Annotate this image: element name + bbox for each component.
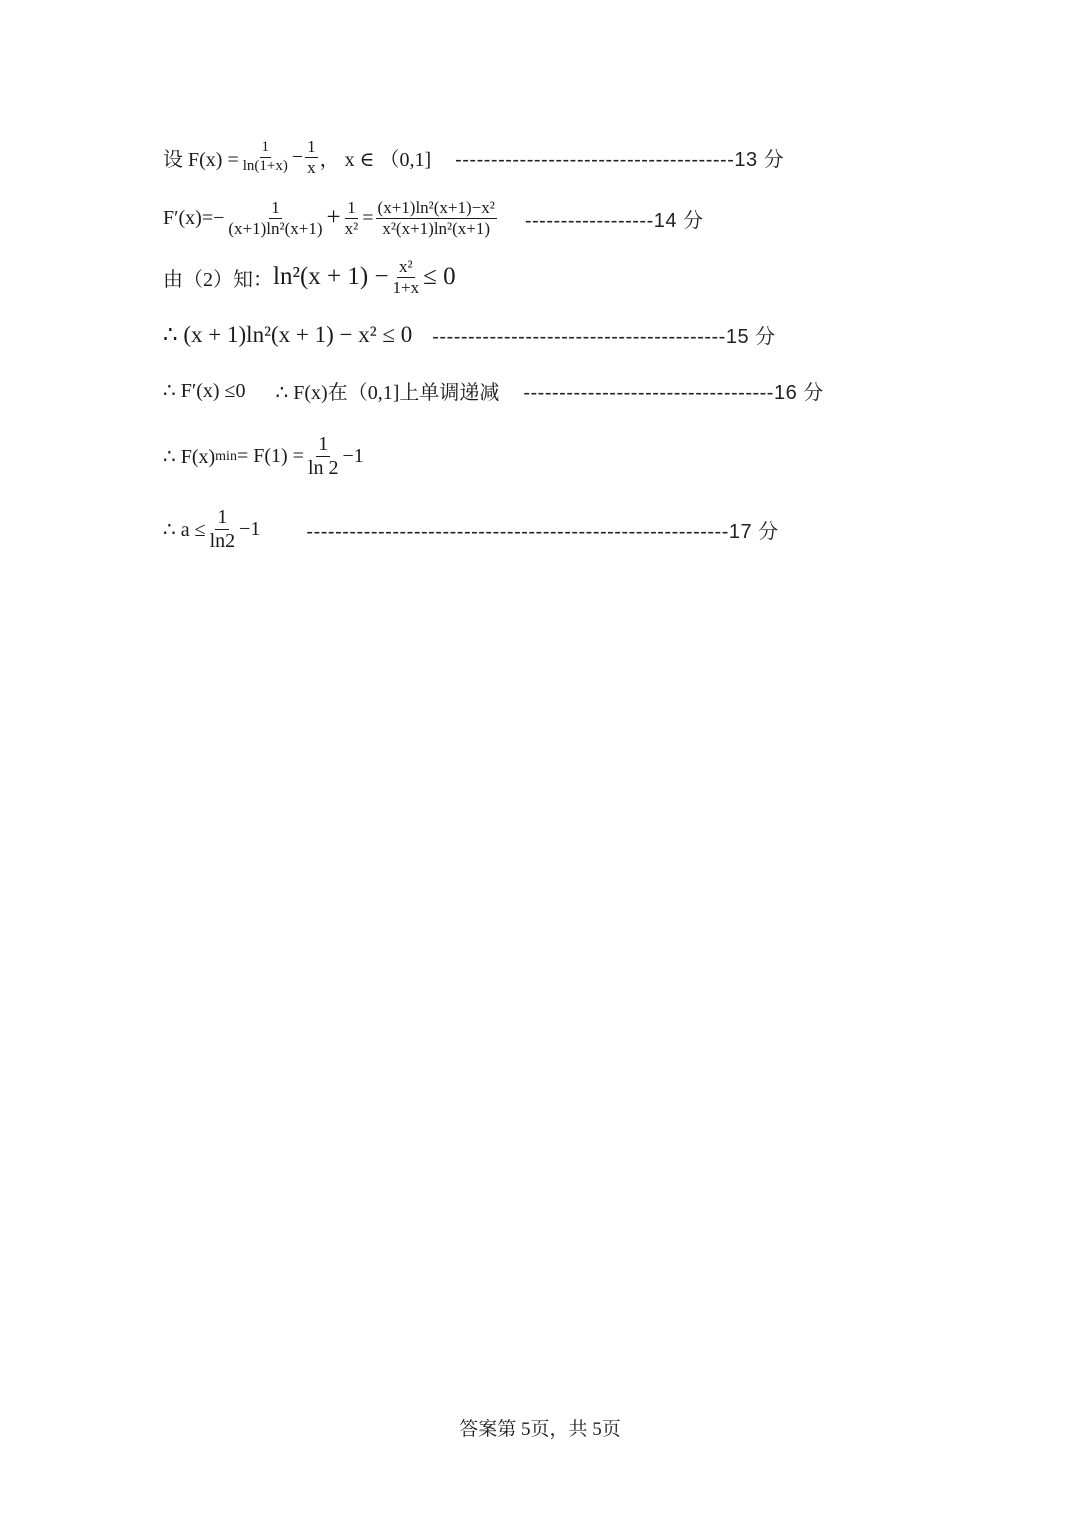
inequality-tail: ≤ 0	[423, 263, 456, 291]
fraction-denominator: x²	[344, 218, 359, 238]
define-F-prefix: 设 F(x) =	[163, 148, 239, 171]
fraction-denominator: ln(1+x)	[242, 157, 288, 174]
plus-sign: +	[326, 204, 341, 232]
fraction-1-over-ln2	[306, 434, 341, 479]
fraction-derivative-combined	[376, 199, 497, 238]
equals-sign: =	[362, 206, 374, 229]
monotonic-statement: ∴ F(x)在（0,1]上单调递减	[275, 382, 500, 404]
step-line-15	[163, 320, 776, 349]
step-line-14	[163, 199, 704, 238]
fraction-denominator: (x+1)ln²(x+1)	[228, 218, 323, 238]
inequality-expression: ln²(x + 1) −	[273, 263, 389, 291]
fraction-1-over-ln	[241, 140, 290, 175]
derivative-sign-statement: ∴ F′(x) ≤0	[163, 380, 246, 402]
step-line-16	[163, 376, 824, 405]
step-line-17	[163, 507, 779, 552]
fraction-numerator: 1	[271, 198, 280, 217]
score-marker: ---------------------------------------13 分	[455, 148, 785, 171]
derivative-prefix: F′(x)=−	[163, 206, 225, 229]
fraction-denominator: 1+x	[392, 277, 420, 297]
fraction-denominator: x²(x+1)ln²(x+1)	[382, 218, 491, 238]
fraction-derivative-term2	[343, 199, 361, 238]
inequality-expression: ∴ (x + 1)ln²(x + 1) − x² ≤ 0	[163, 321, 413, 347]
minus-sign: −	[291, 145, 304, 168]
fraction-derivative-term1	[226, 199, 324, 238]
minimum-tail: −1	[342, 445, 364, 467]
fraction-denominator: ln2	[209, 530, 236, 552]
from-part2-prefix: 由（2）知：	[163, 268, 273, 291]
minimum-prefix: ∴ F(x)	[163, 446, 216, 468]
fraction-numerator: 1	[260, 140, 272, 158]
minimum-equals: = F(1) =	[236, 445, 304, 467]
step-line-minimum	[163, 434, 364, 479]
fraction-denominator: x	[307, 157, 316, 177]
min-subscript: min	[215, 448, 237, 464]
score-marker: -----------------------------------------------------------17 分	[306, 521, 779, 543]
step-line-13	[163, 138, 784, 177]
domain-text: ， x ∈ （0,1]	[319, 148, 432, 171]
score-marker: -----------------------------------16 分	[523, 382, 824, 404]
step-line-from-part2	[163, 258, 456, 297]
score-marker: -----------------------------------------15 分	[432, 326, 776, 348]
score-marker: ------------------14 分	[524, 209, 704, 232]
fraction-1-over-ln2	[208, 507, 238, 552]
conclusion-prefix: ∴ a ≤	[163, 519, 206, 541]
fraction-numerator: 1	[318, 433, 329, 455]
fraction-denominator: ln 2	[307, 457, 339, 479]
fraction-numerator: (x+1)ln²(x+1)−x²	[377, 198, 495, 217]
fraction-numerator: 1	[307, 137, 316, 156]
conclusion-tail: −1	[239, 518, 261, 540]
fraction-numerator: 1	[217, 506, 228, 528]
fraction-numerator: 1	[347, 198, 356, 217]
page-footer: 答案第 5页，共 5页	[459, 1419, 621, 1440]
fraction-x2-over-1plusx	[391, 258, 422, 297]
fraction-numerator: x²	[399, 257, 413, 276]
fraction-1-over-x	[305, 138, 318, 177]
